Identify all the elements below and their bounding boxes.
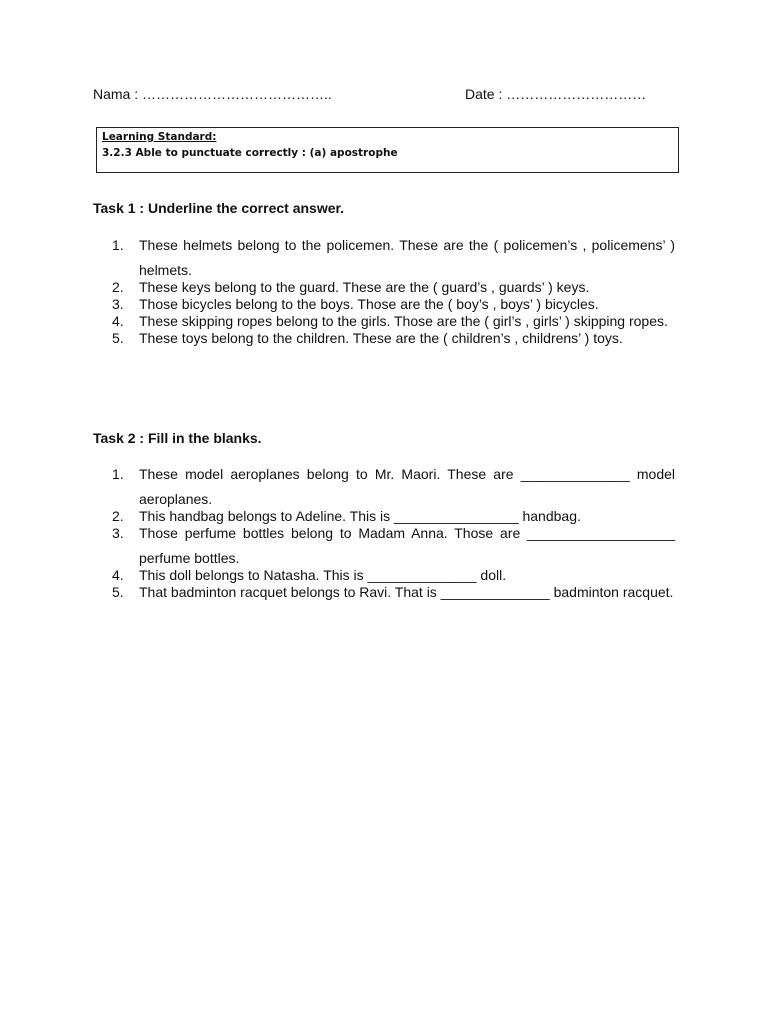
item-number: 1. [112, 466, 124, 482]
task2-item-1 [112, 462, 675, 512]
item-text: Those bicycles belong to the boys. Those are the ( boy’s , boys’ ) bicycles. [139, 296, 599, 312]
task1-item-1 [112, 233, 675, 283]
name-field-label: Nama : ………………………………….. [93, 86, 332, 102]
item-number: 1. [112, 237, 124, 253]
item-number: 4. [112, 567, 124, 583]
header-row [93, 86, 683, 106]
item-text: These keys belong to the guard. These are the ( guard’s , guards’ ) keys. [139, 279, 590, 295]
item-number: 5. [112, 330, 124, 346]
item-number: 2. [112, 508, 124, 524]
item-text: Those perfume bottles belong to Madam Anna. Those are ___________________ perfume bottles. [139, 525, 675, 566]
item-text: These toys belong to the children. These are the ( children’s , childrens’ ) toys. [139, 330, 623, 346]
task2-list [112, 466, 675, 601]
learning-standard-heading: Learning Standard: [102, 131, 217, 143]
item-text: These model aeroplanes belong to Mr. Maori. These are ______________ model aeroplanes. [139, 466, 675, 507]
task1-item-2 [112, 279, 675, 296]
item-number: 5. [112, 584, 124, 600]
date-field-label: Date : ………………………… [465, 86, 647, 102]
learning-standard-text: 3.2.3 Able to punctuate correctly : (a) apostrophe [102, 147, 398, 159]
item-number: 3. [112, 296, 124, 312]
item-number: 3. [112, 525, 124, 541]
task1-list [112, 237, 675, 347]
task2-item-5 [112, 580, 675, 605]
task2-item-3 [112, 521, 675, 571]
task2-title: Task 2 : Fill in the blanks. [93, 430, 262, 446]
item-text: This doll belongs to Natasha. This is ______________ doll. [139, 567, 507, 583]
task1-item-5 [112, 330, 675, 347]
item-text: These helmets belong to the policemen. These are the ( policemen’s , policemens’ ) helmets. [139, 237, 675, 278]
learning-standard-box [96, 127, 679, 173]
item-number: 2. [112, 279, 124, 295]
item-text: These skipping ropes belong to the girls. Those are the ( girl’s , girls’ ) skipping ropes. [139, 313, 668, 329]
task1-title: Task 1 : Underline the correct answer. [93, 200, 345, 216]
item-number: 4. [112, 313, 124, 329]
item-text: This handbag belongs to Adeline. This is ________________ handbag. [139, 508, 581, 524]
item-text: That badminton racquet belongs to Ravi. That is ______________ badminton racquet. [139, 584, 674, 600]
